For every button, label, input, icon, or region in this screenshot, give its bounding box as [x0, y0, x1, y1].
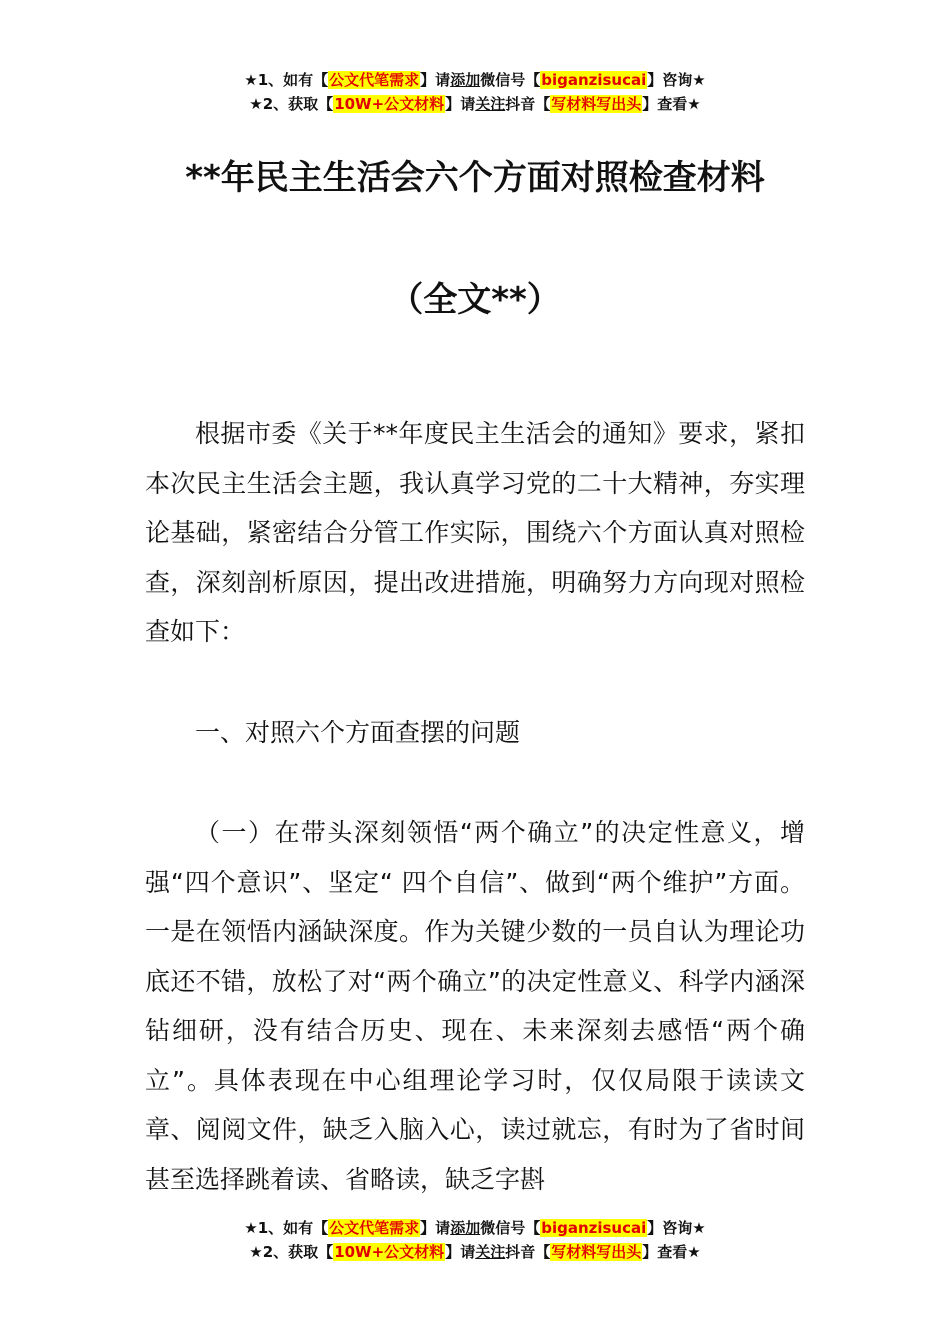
banner-underlined: 添加 — [450, 71, 481, 89]
header-banner — [0, 68, 950, 116]
banner-text: ★1、如有【 — [244, 1219, 329, 1237]
banner-text: 微信号【 — [480, 1219, 541, 1237]
footer-banner — [0, 1216, 950, 1264]
section-heading: 一、对照六个方面查摆的问题 — [195, 718, 521, 747]
banner-text: 】咨询★ — [647, 1219, 706, 1237]
banner-highlight: 公文代笔需求 — [329, 1219, 420, 1237]
banner-text: 】咨询★ — [647, 71, 706, 89]
banner-highlight: 公文代笔需求 — [329, 71, 420, 89]
banner-line-2 — [0, 1240, 950, 1264]
document-subtitle: （全文**） — [389, 280, 561, 320]
banner-highlight: 写材料写出头 — [551, 95, 642, 113]
banner-highlight: 写材料写出头 — [551, 1243, 642, 1261]
banner-underlined: 关注 — [475, 95, 506, 113]
banner-line-2 — [0, 92, 950, 116]
paragraph-section-1: （一）在带头深刻领悟“两个确立”的决定性意义，增强“四个意识”、坚定“ 四个自信”、做到“两个维护”方面。一是在领悟内涵缺深度。作为关键少数的一员自认为理论功底还不错，放松了对“两个确立”的决定性意义、科学内涵深钻细研，没有结合历史、现在、未来深刻去感悟“两个确立”。具体表现在中心组理论学习时，仅仅局限于读读文章、阅阅文件，缺乏入脑入心，读过就忘，有时为了省时间甚至选择跳着读、省略读，缺乏字斟 — [145, 818, 805, 1194]
banner-underlined: 添加 — [450, 1219, 481, 1237]
banner-text: 】查看★ — [642, 95, 701, 113]
banner-text: ★2、获取【 — [249, 1243, 334, 1261]
banner-text: ★1、如有【 — [244, 71, 329, 89]
banner-highlight: 10W+公文材料 — [334, 1243, 445, 1261]
banner-line-1 — [0, 1216, 950, 1240]
paragraph-intro: 根据市委《关于**年度民主生活会的通知》要求，紧扣本次民主生活会主题，我认真学习党的二十大精神，夯实理论基础，紧密结合分管工作实际，围绕六个方面认真对照检查，深刻剖析原因，提出改进措施，明确努力方向现对照检查如下： — [145, 419, 805, 646]
banner-text: ★2、获取【 — [249, 95, 334, 113]
banner-text: 】请 — [420, 71, 451, 89]
banner-text: 】请 — [445, 1243, 476, 1261]
banner-text: 】查看★ — [642, 1243, 701, 1261]
banner-text: 】请 — [445, 95, 476, 113]
banner-highlight: 10W+公文材料 — [334, 95, 445, 113]
banner-highlight: biganzisucai — [541, 71, 647, 89]
document-title: **年民主生活会六个方面对照检查材料 — [185, 158, 765, 198]
banner-line-1 — [0, 68, 950, 92]
banner-highlight: biganzisucai — [541, 1219, 647, 1237]
banner-text: 抖音【 — [505, 1243, 551, 1261]
banner-text: 微信号【 — [480, 71, 541, 89]
banner-underlined: 关注 — [475, 1243, 506, 1261]
banner-text: 】请 — [420, 1219, 451, 1237]
banner-text: 抖音【 — [505, 95, 551, 113]
